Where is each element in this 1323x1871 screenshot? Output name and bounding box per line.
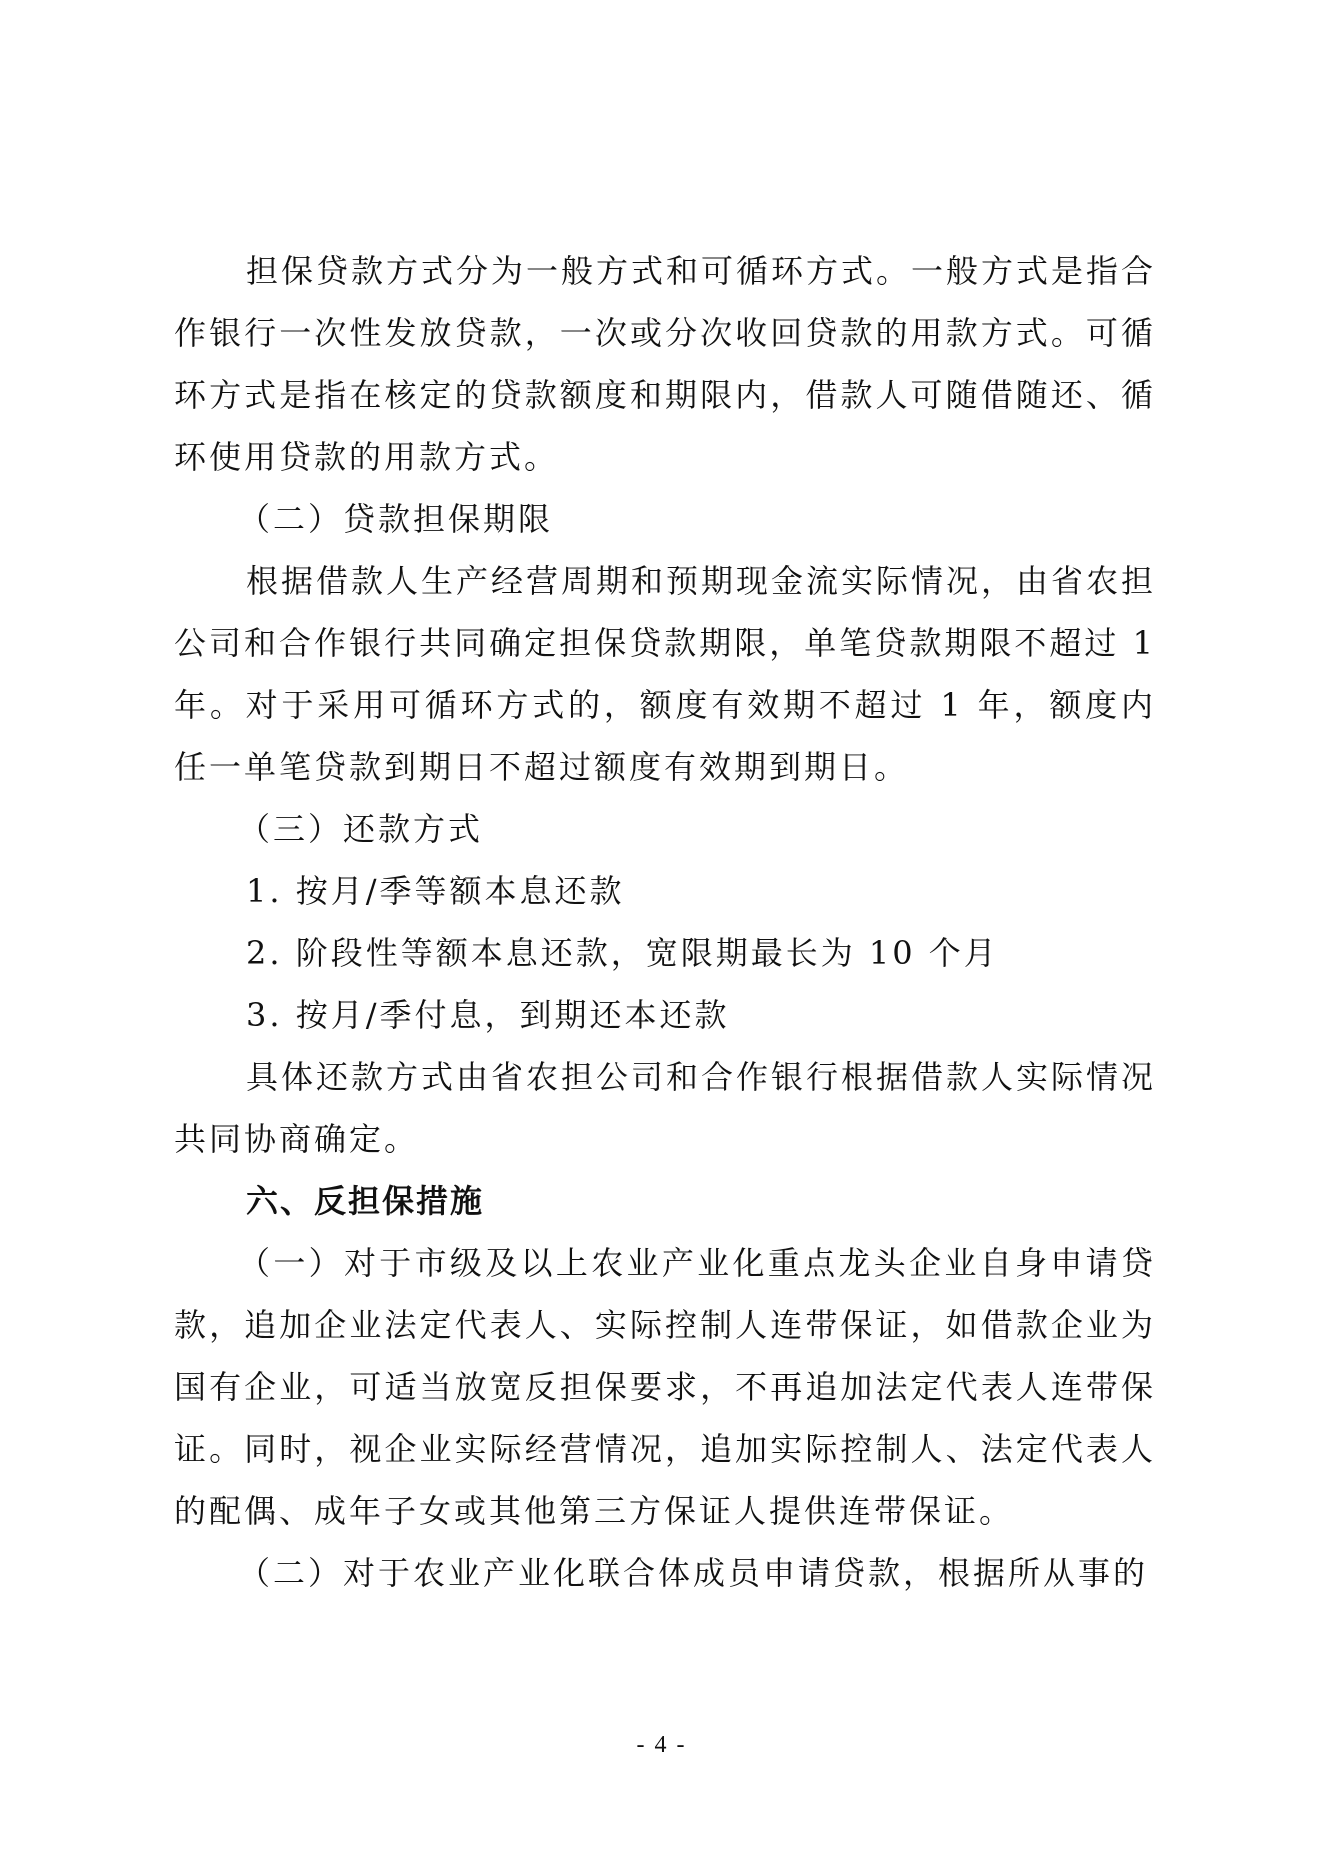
repayment-item-2: 2. 阶段性等额本息还款，宽限期最长为 10 个月 (246, 934, 999, 972)
counter-guarantee-paragraph-1: （一）对于市级及以上农业产业化重点龙头企业自身申请贷款，追加企业法定代表人、实际控制人连带保证，如借款企业为国有企业，可适当放宽反担保要求，不再追加法定代表人连带保证。同时，视企业实际经营情况，追加实际控制人、法定代表人的配偶、成年子女或其他第三方保证人提供连带保证。 (174, 1244, 1156, 1530)
term-paragraph: 根据借款人生产经营周期和预期现金流实际情况，由省农担公司和合作银行共同确定担保贷款期限，单笔贷款期限不超过 1 年。对于采用可循环方式的，额度有效期不超过 1 年，额度内任一单笔贷款到期日不超过额度有效期到期日。 (174, 562, 1157, 786)
counter-guarantee-paragraph-2: （二）对于农业产业化联合体成员申请贷款，根据所从事的 (238, 1554, 1149, 1592)
repayment-item-3: 3. 按月/季付息，到期还本还款 (246, 996, 730, 1034)
repayment-item-1: 1. 按月/季等额本息还款 (246, 872, 625, 910)
loan-method-paragraph: 担保贷款方式分为一般方式和可循环方式。一般方式是指合作银行一次性发放贷款，一次或分次收回贷款的用款方式。可循环方式是指在核定的贷款额度和期限内，借款人可随借随还、循环使用贷款的用款方式。 (174, 252, 1157, 476)
subheading-term: （二）贷款担保期限 (238, 500, 554, 538)
repayment-paragraph: 具体还款方式由省农担公司和合作银行根据借款人实际情况共同协商确定。 (174, 1058, 1157, 1158)
subheading-repayment: （三）还款方式 (238, 810, 484, 848)
document-body (174, 240, 1156, 1604)
section-heading-counter-guarantee: 六、反担保措施 (246, 1182, 485, 1220)
page-number: - 4 - (636, 1732, 687, 1758)
